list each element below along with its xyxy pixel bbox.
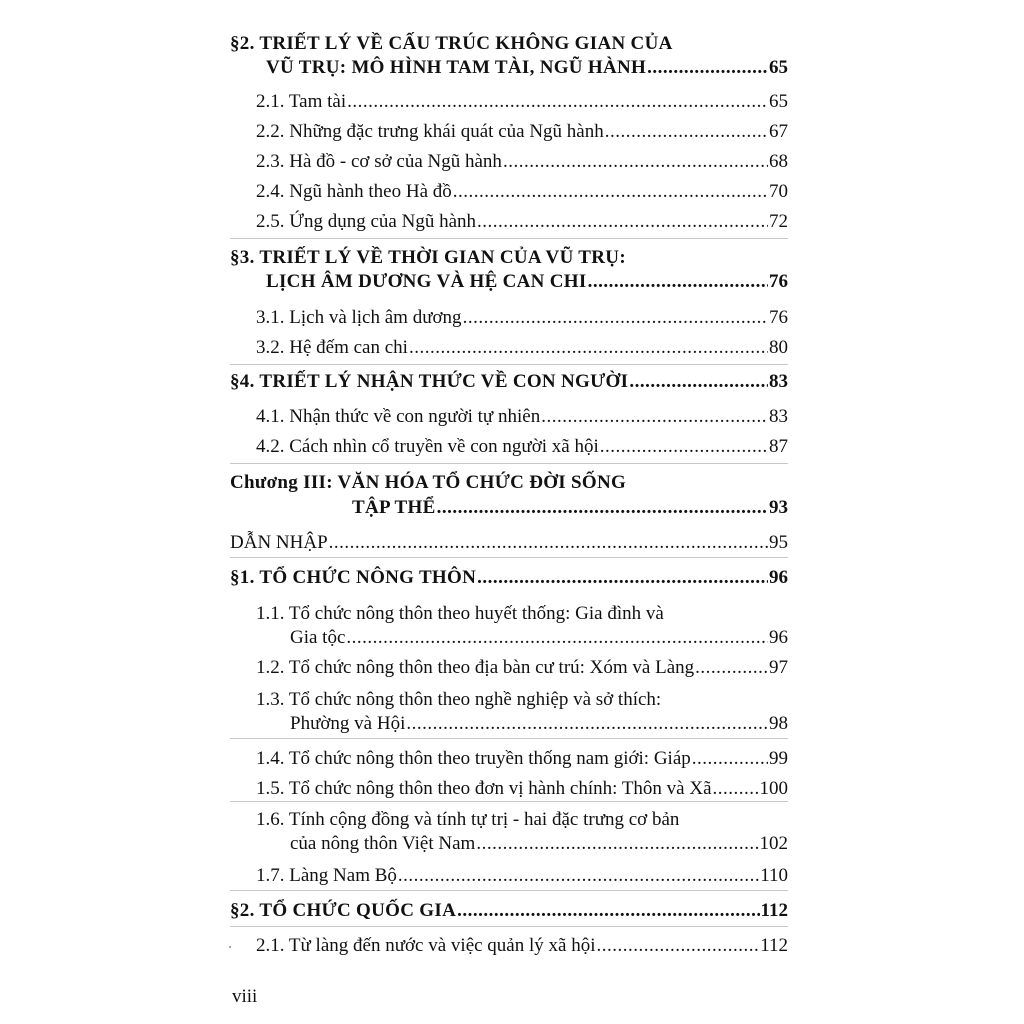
- dot-leader: [600, 435, 768, 459]
- toc-entry-title: 2.1. Từ làng đến nước và việc quản lý xã hội: [256, 935, 596, 956]
- toc-entry-title: 2.4. Ngũ hành theo Hà đồ: [256, 181, 452, 202]
- section-divider: [230, 801, 788, 802]
- dot-leader: [713, 777, 759, 801]
- toc-entry-page: 99: [769, 748, 788, 769]
- toc-entry-page: 110: [760, 865, 788, 886]
- page-number: viii: [232, 986, 258, 1007]
- toc-entry-page: 96: [769, 567, 788, 588]
- toc-entry-page: 98: [769, 713, 788, 734]
- toc-entry-title: §1. TỔ CHỨC NÔNG THÔN: [230, 567, 477, 588]
- toc-entry-title: 1.3. Tổ chức nông thôn theo nghề nghiệp và sở thích:: [256, 689, 662, 710]
- dot-leader: [541, 405, 768, 429]
- toc-entry-title: DẪN NHẬP: [230, 532, 328, 553]
- dot-leader: [477, 566, 768, 590]
- toc-entry-title: LỊCH ÂM DƯƠNG VÀ HỆ CAN CHI: [266, 271, 587, 292]
- toc-entry-page: 70: [769, 181, 788, 202]
- toc-entry-title: §3. TRIẾT LÝ VỀ THỜI GIAN CỦA VŨ TRỤ:: [230, 247, 626, 268]
- dot-leader: [457, 899, 759, 923]
- toc-entry-title: §4. TRIẾT LÝ NHẬN THỨC VỀ CON NGƯỜI: [230, 371, 629, 392]
- dot-leader: [329, 531, 768, 555]
- toc-entry-title: 3.1. Lịch và lịch âm dương: [256, 307, 462, 328]
- dot-leader: [409, 336, 768, 360]
- toc-entry-title: 2.5. Ứng dụng của Ngũ hành: [256, 211, 477, 232]
- toc-entry-title: TẬP THỂ: [352, 497, 436, 518]
- toc-entry-title: 4.2. Cách nhìn cổ truyền về con người xã hội: [256, 436, 599, 457]
- section-divider: [230, 463, 788, 464]
- toc-entry-title: 2.2. Những đặc trưng khái quát của Ngũ hành: [256, 121, 604, 142]
- dot-leader: [476, 832, 758, 856]
- toc-entry-title: 1.7. Làng Nam Bộ: [256, 865, 397, 886]
- toc-entry-title: VŨ TRỤ: MÔ HÌNH TAM TÀI, NGŨ HÀNH: [266, 57, 647, 78]
- dot-leader: [406, 712, 768, 736]
- toc-entry-page: 97: [769, 657, 788, 678]
- dot-leader: [605, 120, 768, 144]
- dot-leader: [695, 656, 768, 680]
- toc-entry-page: 95: [769, 532, 788, 553]
- toc-entry-page: 112: [760, 900, 788, 921]
- section-divider: [230, 557, 788, 558]
- toc-entry-page: 93: [769, 497, 788, 518]
- toc-entry-title: 2.3. Hà đồ - cơ sở của Ngũ hành: [256, 151, 502, 172]
- toc-entry-page: 87: [769, 436, 788, 457]
- toc-entry-page: 100: [759, 778, 788, 799]
- toc-entry-page: 72: [769, 211, 788, 232]
- dot-leader: [463, 306, 768, 330]
- dot-leader: [346, 626, 768, 650]
- section-divider: [230, 890, 788, 891]
- toc-entry-page: 112: [760, 935, 788, 956]
- toc-entry-title: §2. TỔ CHỨC QUỐC GIA: [230, 900, 457, 921]
- toc-entry-title: Gia tộc: [290, 627, 346, 648]
- toc-entry-title: 3.2. Hệ đếm can chi: [256, 337, 408, 358]
- dot-leader: [398, 864, 759, 888]
- dot-leader: [437, 496, 768, 520]
- toc-entry-page: 102: [759, 833, 788, 854]
- toc-entry-page: 76: [769, 271, 788, 292]
- dot-leader: [692, 747, 768, 771]
- section-divider: [230, 926, 788, 927]
- toc-entry-page: 96: [769, 627, 788, 648]
- toc-entry-page: 76: [769, 307, 788, 328]
- toc-entry-page: 83: [769, 371, 788, 392]
- toc-entry-title: 1.2. Tổ chức nông thôn theo địa bàn cư trú: Xóm và Làng: [256, 657, 695, 678]
- toc-entry-title: 2.1. Tam tài: [256, 91, 347, 112]
- toc-entry-title: Phường và Hội: [290, 713, 406, 734]
- toc-entry-page: 65: [769, 91, 788, 112]
- dot-leader: [347, 90, 768, 114]
- toc-entry-page: 83: [769, 406, 788, 427]
- dot-leader: [629, 370, 768, 394]
- scan-speck: [229, 946, 231, 948]
- toc-entry-title: 1.4. Tổ chức nông thôn theo truyền thống nam giới: Giáp: [256, 748, 691, 769]
- toc-entry-title: của nông thôn Việt Nam: [290, 833, 476, 854]
- toc-entry-title: §2. TRIẾT LÝ VỀ CẤU TRÚC KHÔNG GIAN CỦA: [230, 33, 673, 54]
- dot-leader: [588, 270, 768, 294]
- toc-entry-page: 65: [769, 57, 788, 78]
- dot-leader: [597, 934, 760, 958]
- toc-entry-title: 1.1. Tổ chức nông thôn theo huyết thống: Gia đình và: [256, 603, 664, 624]
- dot-leader: [453, 180, 768, 204]
- section-divider: [230, 238, 788, 239]
- dot-leader: [503, 150, 768, 174]
- dot-leader: [647, 56, 768, 80]
- toc-entry-title: 1.5. Tổ chức nông thôn theo đơn vị hành chính: Thôn và Xã: [256, 778, 712, 799]
- toc-entry-title: 4.1. Nhận thức về con người tự nhiên: [256, 406, 541, 427]
- toc-entry-page: 67: [769, 121, 788, 142]
- toc-entry-title: Chương III: VĂN HÓA TỔ CHỨC ĐỜI SỐNG: [230, 472, 627, 493]
- dot-leader: [477, 210, 768, 234]
- toc-entry-title: 1.6. Tính cộng đồng và tính tự trị - hai đặc trưng cơ bản: [256, 809, 680, 830]
- section-divider: [230, 738, 788, 739]
- section-divider: [230, 364, 788, 365]
- toc-entry-page: 80: [769, 337, 788, 358]
- toc-entry-page: 68: [769, 151, 788, 172]
